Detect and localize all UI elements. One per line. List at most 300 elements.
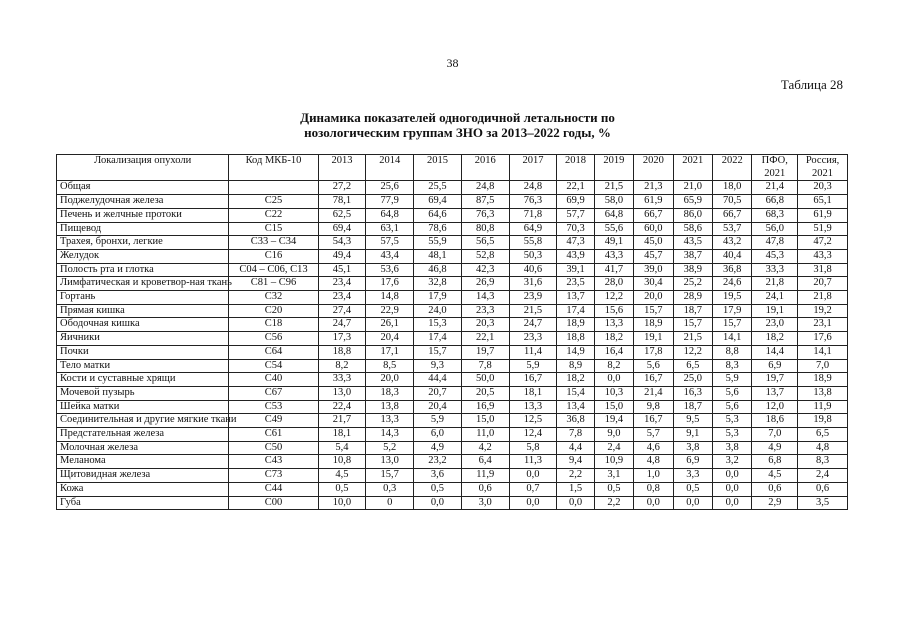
- value-cell: 9,3: [414, 359, 462, 373]
- value-cell: 24,7: [318, 318, 366, 332]
- value-cell: 5,7: [634, 428, 673, 442]
- value-cell: 23,1: [798, 318, 848, 332]
- column-header: 2021: [673, 155, 712, 181]
- value-cell: 50,0: [461, 373, 509, 387]
- value-cell: 5,9: [414, 414, 462, 428]
- value-cell: 64,8: [594, 208, 633, 222]
- value-cell: 17,6: [798, 332, 848, 346]
- value-cell: 18,8: [557, 332, 594, 346]
- column-header: 2014: [366, 155, 414, 181]
- value-cell: 5,6: [634, 359, 673, 373]
- icd-code-cell: С15: [229, 222, 318, 236]
- value-cell: 26,9: [461, 277, 509, 291]
- table-row: [57, 469, 848, 483]
- value-cell: 20,5: [461, 386, 509, 400]
- column-header: 2019: [594, 155, 633, 181]
- value-cell: 60,0: [634, 222, 673, 236]
- value-cell: 16,3: [673, 386, 712, 400]
- value-cell: 47,8: [752, 236, 798, 250]
- value-cell: 8,9: [557, 359, 594, 373]
- value-cell: 9,1: [673, 428, 712, 442]
- localization-cell: Яичники: [57, 332, 229, 346]
- value-cell: 28,9: [673, 291, 712, 305]
- value-cell: 0,0: [594, 373, 633, 387]
- table-row: [57, 263, 848, 277]
- value-cell: 12,4: [509, 428, 557, 442]
- table-row: [57, 181, 848, 195]
- value-cell: 22,9: [366, 304, 414, 318]
- value-cell: 9,0: [594, 428, 633, 442]
- value-cell: 70,5: [713, 195, 752, 209]
- value-cell: 23,5: [557, 277, 594, 291]
- table-row: [57, 291, 848, 305]
- value-cell: 18,1: [509, 386, 557, 400]
- value-cell: 19,7: [752, 373, 798, 387]
- value-cell: 0,5: [673, 482, 712, 496]
- icd-code-cell: С50: [229, 441, 318, 455]
- value-cell: 2,4: [594, 441, 633, 455]
- table-body: [57, 181, 848, 510]
- value-cell: 24,7: [509, 318, 557, 332]
- icd-code-cell: С20: [229, 304, 318, 318]
- value-cell: 16,7: [634, 414, 673, 428]
- value-cell: 13,0: [318, 386, 366, 400]
- value-cell: 19,1: [752, 304, 798, 318]
- mortality-table: [56, 154, 848, 510]
- value-cell: 0,5: [414, 482, 462, 496]
- value-cell: 12,2: [673, 345, 712, 359]
- value-cell: 4,2: [461, 441, 509, 455]
- value-cell: 7,8: [557, 428, 594, 442]
- value-cell: 3,8: [713, 441, 752, 455]
- localization-cell: Полость рта и глотка: [57, 263, 229, 277]
- value-cell: 6,5: [798, 428, 848, 442]
- table-row: [57, 345, 848, 359]
- localization-cell: Поджелудочная железа: [57, 195, 229, 209]
- page-number: 38: [446, 56, 459, 70]
- value-cell: 76,3: [509, 195, 557, 209]
- value-cell: 5,4: [318, 441, 366, 455]
- value-cell: 3,3: [673, 469, 712, 483]
- value-cell: 19,7: [461, 345, 509, 359]
- value-cell: 0,0: [414, 496, 462, 510]
- icd-code-cell: С67: [229, 386, 318, 400]
- value-cell: 7,8: [461, 359, 509, 373]
- icd-code-cell: С54: [229, 359, 318, 373]
- value-cell: 24,1: [752, 291, 798, 305]
- value-cell: 46,8: [414, 263, 462, 277]
- localization-cell: Лимфатическая и кроветвор-ная ткань: [57, 277, 229, 291]
- value-cell: 49,1: [594, 236, 633, 250]
- value-cell: 32,8: [414, 277, 462, 291]
- value-cell: 14,1: [798, 345, 848, 359]
- value-cell: 25,0: [673, 373, 712, 387]
- table-row: [57, 496, 848, 510]
- value-cell: 24,0: [414, 304, 462, 318]
- value-cell: 4,9: [752, 441, 798, 455]
- table-row: [57, 441, 848, 455]
- value-cell: 52,8: [461, 249, 509, 263]
- localization-cell: Шейка матки: [57, 400, 229, 414]
- value-cell: 15,7: [634, 304, 673, 318]
- value-cell: 30,4: [634, 277, 673, 291]
- value-cell: 39,1: [557, 263, 594, 277]
- value-cell: 53,7: [713, 222, 752, 236]
- value-cell: 45,0: [634, 236, 673, 250]
- value-cell: 22,1: [461, 332, 509, 346]
- table-row: [57, 373, 848, 387]
- value-cell: 3,8: [673, 441, 712, 455]
- value-cell: 8,5: [366, 359, 414, 373]
- value-cell: 20,4: [414, 400, 462, 414]
- value-cell: 63,1: [366, 222, 414, 236]
- value-cell: 18,9: [798, 373, 848, 387]
- value-cell: 47,3: [557, 236, 594, 250]
- value-cell: 15,7: [366, 469, 414, 483]
- value-cell: 3,0: [461, 496, 509, 510]
- value-cell: 15,7: [414, 345, 462, 359]
- icd-code-cell: С22: [229, 208, 318, 222]
- column-header: ПФО, 2021: [752, 155, 798, 181]
- value-cell: 18,7: [673, 400, 712, 414]
- value-cell: 12,0: [752, 400, 798, 414]
- value-cell: 28,0: [594, 277, 633, 291]
- value-cell: 36,8: [557, 414, 594, 428]
- localization-cell: Губа: [57, 496, 229, 510]
- value-cell: 11,9: [461, 469, 509, 483]
- value-cell: 4,5: [752, 469, 798, 483]
- value-cell: 56,0: [752, 222, 798, 236]
- value-cell: 9,4: [557, 455, 594, 469]
- value-cell: 21,5: [673, 332, 712, 346]
- table-row: [57, 195, 848, 209]
- table-row: [57, 332, 848, 346]
- value-cell: 20,7: [414, 386, 462, 400]
- table-row: [57, 208, 848, 222]
- value-cell: 20,7: [798, 277, 848, 291]
- value-cell: 6,8: [752, 455, 798, 469]
- icd-code-cell: С04 – С06, С13: [229, 263, 318, 277]
- value-cell: 0: [366, 496, 414, 510]
- icd-code-cell: С49: [229, 414, 318, 428]
- value-cell: 5,6: [713, 400, 752, 414]
- value-cell: 78,6: [414, 222, 462, 236]
- value-cell: 14,1: [713, 332, 752, 346]
- value-cell: 12,5: [509, 414, 557, 428]
- localization-cell: Трахея, бронхи, легкие: [57, 236, 229, 250]
- value-cell: 49,4: [318, 249, 366, 263]
- value-cell: 43,9: [557, 249, 594, 263]
- value-cell: 21,8: [798, 291, 848, 305]
- value-cell: 0,8: [634, 482, 673, 496]
- value-cell: 19,8: [798, 414, 848, 428]
- value-cell: 54,3: [318, 236, 366, 250]
- value-cell: 2,2: [594, 496, 633, 510]
- icd-code-cell: С32: [229, 291, 318, 305]
- value-cell: 23,9: [509, 291, 557, 305]
- icd-code-cell: С33 – С34: [229, 236, 318, 250]
- value-cell: 23,4: [318, 277, 366, 291]
- value-cell: 18,3: [366, 386, 414, 400]
- localization-cell: Ободочная кишка: [57, 318, 229, 332]
- value-cell: 14,4: [752, 345, 798, 359]
- column-header: 2022: [713, 155, 752, 181]
- value-cell: 20,3: [798, 181, 848, 195]
- value-cell: 3,2: [713, 455, 752, 469]
- column-header: 2013: [318, 155, 366, 181]
- value-cell: 0,5: [594, 482, 633, 496]
- value-cell: 6,9: [752, 359, 798, 373]
- localization-cell: Меланома: [57, 455, 229, 469]
- value-cell: 43,3: [798, 249, 848, 263]
- column-header: Код МКБ-10: [229, 155, 318, 181]
- value-cell: 4,5: [318, 469, 366, 483]
- icd-code-cell: С18: [229, 318, 318, 332]
- value-cell: 40,6: [509, 263, 557, 277]
- value-cell: 27,2: [318, 181, 366, 195]
- icd-code-cell: С25: [229, 195, 318, 209]
- value-cell: 38,9: [673, 263, 712, 277]
- value-cell: 69,4: [318, 222, 366, 236]
- value-cell: 43,2: [713, 236, 752, 250]
- value-cell: 42,3: [461, 263, 509, 277]
- icd-code-cell: С64: [229, 345, 318, 359]
- value-cell: 0,0: [713, 482, 752, 496]
- value-cell: 15,3: [414, 318, 462, 332]
- value-cell: 1,5: [557, 482, 594, 496]
- icd-code-cell: С61: [229, 428, 318, 442]
- icd-code-cell: С56: [229, 332, 318, 346]
- value-cell: 6,0: [414, 428, 462, 442]
- value-cell: 14,9: [557, 345, 594, 359]
- value-cell: 20,0: [366, 373, 414, 387]
- value-cell: 9,5: [673, 414, 712, 428]
- value-cell: 10,3: [594, 386, 633, 400]
- value-cell: 68,3: [752, 208, 798, 222]
- value-cell: 33,3: [752, 263, 798, 277]
- localization-cell: Щитовидная железа: [57, 469, 229, 483]
- value-cell: 0,0: [713, 496, 752, 510]
- table-row: [57, 482, 848, 496]
- table-title: [0, 110, 905, 140]
- value-cell: 17,4: [557, 304, 594, 318]
- value-cell: 6,4: [461, 455, 509, 469]
- value-cell: 51,9: [798, 222, 848, 236]
- value-cell: 3,6: [414, 469, 462, 483]
- value-cell: 0,0: [673, 496, 712, 510]
- icd-code-cell: С44: [229, 482, 318, 496]
- title-line-1: Динамика показателей одногодичной летальности по: [300, 110, 615, 125]
- localization-cell: Общая: [57, 181, 229, 195]
- value-cell: 41,7: [594, 263, 633, 277]
- value-cell: 15,4: [557, 386, 594, 400]
- value-cell: 20,3: [461, 318, 509, 332]
- column-header: Россия, 2021: [798, 155, 848, 181]
- icd-code-cell: С43: [229, 455, 318, 469]
- localization-cell: Печень и желчные протоки: [57, 208, 229, 222]
- localization-cell: Соединительная и другие мягкие ткани: [57, 414, 229, 428]
- value-cell: 87,5: [461, 195, 509, 209]
- table-row: [57, 304, 848, 318]
- localization-cell: Почки: [57, 345, 229, 359]
- title-line-2: нозологическим группам ЗНО за 2013–2022 годы, %: [304, 125, 611, 140]
- value-cell: 19,4: [594, 414, 633, 428]
- column-header: 2018: [557, 155, 594, 181]
- value-cell: 14,3: [366, 428, 414, 442]
- value-cell: 25,2: [673, 277, 712, 291]
- value-cell: 15,6: [594, 304, 633, 318]
- value-cell: 19,5: [713, 291, 752, 305]
- value-cell: 13,8: [798, 386, 848, 400]
- value-cell: 18,7: [673, 304, 712, 318]
- value-cell: 18,2: [557, 373, 594, 387]
- value-cell: 23,4: [318, 291, 366, 305]
- value-cell: 12,2: [594, 291, 633, 305]
- localization-cell: Кожа: [57, 482, 229, 496]
- value-cell: 5,3: [713, 428, 752, 442]
- value-cell: 10,9: [594, 455, 633, 469]
- value-cell: 31,8: [798, 263, 848, 277]
- icd-code-cell: [229, 181, 318, 195]
- value-cell: 13,3: [366, 414, 414, 428]
- value-cell: 76,3: [461, 208, 509, 222]
- value-cell: 65,9: [673, 195, 712, 209]
- value-cell: 5,8: [509, 441, 557, 455]
- value-cell: 21,8: [752, 277, 798, 291]
- value-cell: 39,0: [634, 263, 673, 277]
- value-cell: 21,5: [509, 304, 557, 318]
- value-cell: 7,0: [752, 428, 798, 442]
- value-cell: 43,5: [673, 236, 712, 250]
- localization-cell: Кости и суставные хрящи: [57, 373, 229, 387]
- value-cell: 26,1: [366, 318, 414, 332]
- table-row: [57, 455, 848, 469]
- value-cell: 17,9: [713, 304, 752, 318]
- value-cell: 17,4: [414, 332, 462, 346]
- value-cell: 24,8: [509, 181, 557, 195]
- value-cell: 15,0: [594, 400, 633, 414]
- value-cell: 23,3: [509, 332, 557, 346]
- value-cell: 43,4: [366, 249, 414, 263]
- value-cell: 16,7: [634, 373, 673, 387]
- value-cell: 14,3: [461, 291, 509, 305]
- value-cell: 18,2: [594, 332, 633, 346]
- table-row: [57, 400, 848, 414]
- value-cell: 31,6: [509, 277, 557, 291]
- value-cell: 0,6: [461, 482, 509, 496]
- value-cell: 4,6: [634, 441, 673, 455]
- table-row: [57, 236, 848, 250]
- value-cell: 4,9: [414, 441, 462, 455]
- column-header: 2020: [634, 155, 673, 181]
- value-cell: 55,8: [509, 236, 557, 250]
- icd-code-cell: С40: [229, 373, 318, 387]
- value-cell: 56,5: [461, 236, 509, 250]
- value-cell: 14,8: [366, 291, 414, 305]
- value-cell: 0,0: [634, 496, 673, 510]
- value-cell: 80,8: [461, 222, 509, 236]
- value-cell: 4,4: [557, 441, 594, 455]
- value-cell: 45,7: [634, 249, 673, 263]
- value-cell: 2,9: [752, 496, 798, 510]
- value-cell: 20,0: [634, 291, 673, 305]
- value-cell: 5,2: [366, 441, 414, 455]
- value-cell: 78,1: [318, 195, 366, 209]
- value-cell: 18,0: [713, 181, 752, 195]
- value-cell: 0,0: [509, 496, 557, 510]
- icd-code-cell: С53: [229, 400, 318, 414]
- table-row: [57, 428, 848, 442]
- value-cell: 11,4: [509, 345, 557, 359]
- value-cell: 3,5: [798, 496, 848, 510]
- value-cell: 15,0: [461, 414, 509, 428]
- value-cell: 55,6: [594, 222, 633, 236]
- value-cell: 21,3: [634, 181, 673, 195]
- value-cell: 23,0: [752, 318, 798, 332]
- table-row: [57, 277, 848, 291]
- localization-cell: Прямая кишка: [57, 304, 229, 318]
- value-cell: 66,7: [634, 208, 673, 222]
- value-cell: 57,5: [366, 236, 414, 250]
- value-cell: 16,9: [461, 400, 509, 414]
- value-cell: 61,9: [634, 195, 673, 209]
- value-cell: 8,2: [318, 359, 366, 373]
- value-cell: 17,3: [318, 332, 366, 346]
- value-cell: 0,3: [366, 482, 414, 496]
- value-cell: 18,6: [752, 414, 798, 428]
- value-cell: 4,8: [634, 455, 673, 469]
- value-cell: 58,6: [673, 222, 712, 236]
- table-row: [57, 359, 848, 373]
- localization-cell: Тело матки: [57, 359, 229, 373]
- value-cell: 86,0: [673, 208, 712, 222]
- value-cell: 6,5: [673, 359, 712, 373]
- value-cell: 8,3: [798, 455, 848, 469]
- value-cell: 16,4: [594, 345, 633, 359]
- value-cell: 55,9: [414, 236, 462, 250]
- value-cell: 17,1: [366, 345, 414, 359]
- value-cell: 64,8: [366, 208, 414, 222]
- value-cell: 15,7: [673, 318, 712, 332]
- value-cell: 17,6: [366, 277, 414, 291]
- value-cell: 8,3: [713, 359, 752, 373]
- value-cell: 13,3: [509, 400, 557, 414]
- value-cell: 18,2: [752, 332, 798, 346]
- value-cell: 64,6: [414, 208, 462, 222]
- value-cell: 6,9: [673, 455, 712, 469]
- value-cell: 38,7: [673, 249, 712, 263]
- value-cell: 18,8: [318, 345, 366, 359]
- value-cell: 33,3: [318, 373, 366, 387]
- value-cell: 13,7: [557, 291, 594, 305]
- table-label: Таблица 28: [780, 77, 843, 92]
- value-cell: 18,1: [318, 428, 366, 442]
- value-cell: 16,7: [509, 373, 557, 387]
- localization-cell: Молочная железа: [57, 441, 229, 455]
- table-row: [57, 249, 848, 263]
- value-cell: 2,2: [557, 469, 594, 483]
- value-cell: 22,1: [557, 181, 594, 195]
- value-cell: 66,8: [752, 195, 798, 209]
- value-cell: 70,3: [557, 222, 594, 236]
- value-cell: 0,0: [713, 469, 752, 483]
- value-cell: 21,4: [752, 181, 798, 195]
- column-header: 2017: [509, 155, 557, 181]
- value-cell: 21,7: [318, 414, 366, 428]
- value-cell: 69,4: [414, 195, 462, 209]
- value-cell: 23,3: [461, 304, 509, 318]
- value-cell: 0,0: [557, 496, 594, 510]
